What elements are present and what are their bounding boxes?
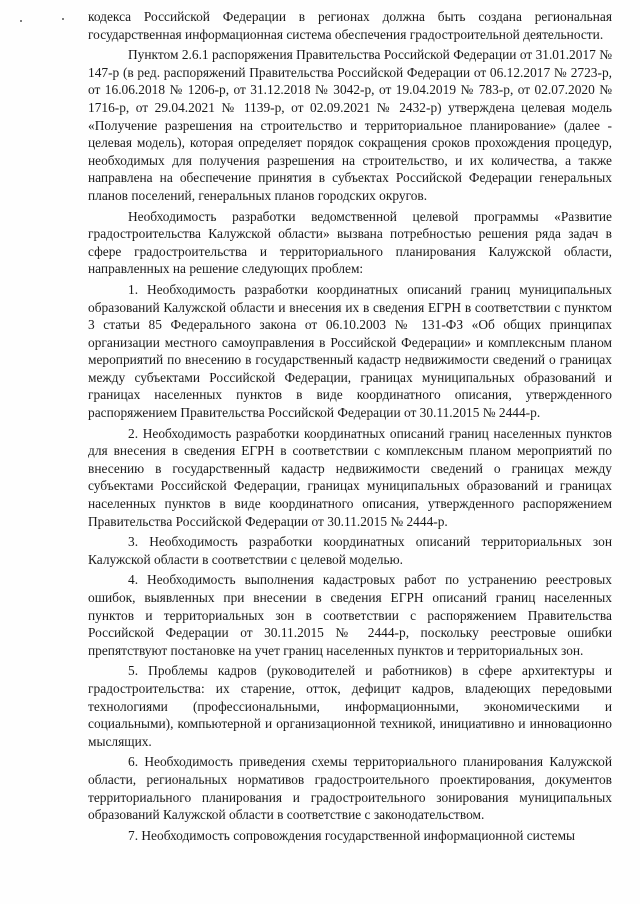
list-item-2: 2. Необходимость разработки координатных описаний границ населенных пунктов для внесения в сведения ЕГРН в соответствии с комплексным планом мероприятий по внесению в государственный кадастр недвижимости сведений о границах между субъектами Российской Федерации, границах муниципальных образований и границах населенных пунктов в виде координатного описания, утвержденного распоряжением Правительства Российской Федерации от 30.11.2015 № 2444-р. [88, 425, 612, 529]
list-item-6: 6. Необходимость приведения схемы территориального планирования Калужской области, региональных нормативов градостроительного проектирования, документов территориального планирования и градостроительного зонирования муниципальных образований Калужской области в соответствие с законодательством. [88, 754, 612, 823]
scan-speck [20, 20, 22, 22]
list-item-1: 1. Необходимость разработки координатных описаний границ муниципальных образований Калужской области и внесения их в сведения ЕГРН в соответствии с пунктом 3 статьи 85 Федерального закона от 06.10.2003 № 131-ФЗ «Об общих принципах организации местного самоуправления в Российской Федерации» и комплексным планом мероприятий по внесению в государственный кадастр недвижимости сведений о границах между субъектами Российской Федерации, границах муниципальных образований и границах населенных пунктов в виде координатного описания, утвержденного распоряжением Правительства Российской Федерации от 30.11.2015 № 2444-р. [88, 281, 612, 421]
list-item-5: 5. Проблемы кадров (руководителей и работников) в сфере архитектуры и градостроительства: их старение, отток, дефицит кадров, владеющих передовыми технологиями (профессиональными, информационными, экономическими и социальными), компьютерной и организационной техникой, инициативно и инновационно мыслящих. [88, 663, 612, 749]
paragraph-program-need: Необходимость разработки ведомственной целевой программы «Развитие градостроительства Калужской области» вызвана потребностью решения ряда задач в сфере градостроительства и территориального планирования Калужской области, направленных на решение следующих проблем: [88, 208, 612, 277]
scan-speck [62, 18, 64, 20]
document-body [88, 8, 612, 847]
list-item-3: 3. Необходимость разработки координатных описаний территориальных зон Калужской области в соответствии с целевой моделью. [88, 534, 612, 567]
paragraph-target-model: Пунктом 2.6.1 распоряжения Правительства Российской Федерации от 31.01.2017 № 147-р (в ред. распоряжений Правительства Российской Федерации от 06.12.2017 № 2723-р, от 16.06.2018 № 1206-р, от 31.12.2018 № 3042-р, от 19.04.2019 № 783-р, от 02.07.2020 № 1716-р, от 29.04.2021 № 1139-р, от 02.09.2021 № 2432-р) утверждена целевая модель «Получение разрешения на строительство и территориальное планирование» (далее - целевая модель), которая определяет порядок сокращения сроков прохождения процедур, необходимых для получения разрешения на строительство, и их количества, а также направлена на обеспечение принятия в субъектах Российской Федерации генеральных планов поселений, генеральных планов городских округов. [88, 47, 612, 203]
list-item-7: 7. Необходимость сопровождения государственной информационной системы [128, 827, 576, 843]
list-item-4: 4. Необходимость выполнения кадастровых работ по устранению реестровых ошибок, выявленных при внесении в сведения ЕГРН описаний границ населенных пунктов и территориальных зон в соответствии с распоряжением Правительства Российской Федерации от 30.11.2015 № 2444-р, поскольку реестровые ошибки препятствуют постановке на учет границ населенных пунктов и территориальных зон. [88, 572, 612, 658]
paragraph-intro: кодекса Российской Федерации в регионах должна быть создана региональная государственная информационная система обеспечения градостроительной деятельности. [88, 9, 612, 42]
